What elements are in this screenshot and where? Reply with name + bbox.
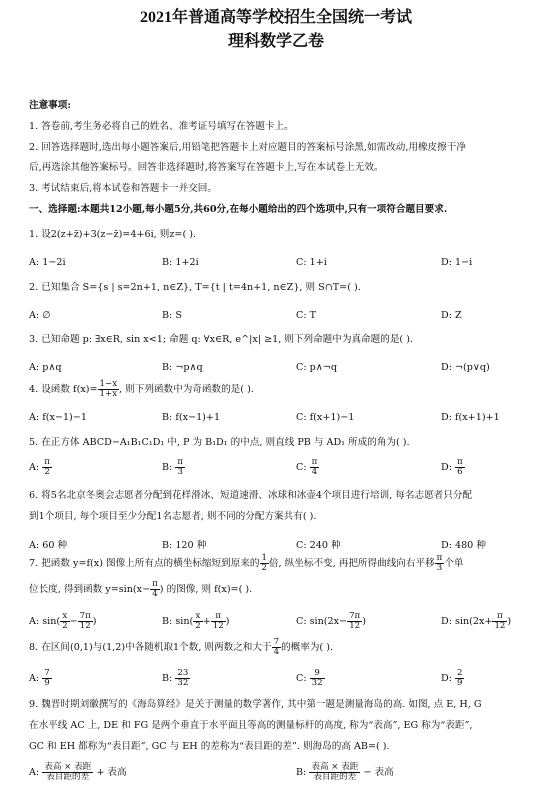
q7-option-d-label: D: sin(2x+ <box>441 616 493 627</box>
q4-stem-prefix: 4. 设函数 f(x)= <box>29 384 98 395</box>
frac-den: 9 <box>44 678 50 688</box>
frac-den: 表目距的差 <box>46 772 90 782</box>
frac-num: π <box>492 612 507 622</box>
frac-num: 7π <box>79 611 91 621</box>
q7-stem2-part-a: 位长度, 得到函数 y=sin(x− <box>29 584 151 595</box>
q7-stem2-part-b: ) 的图像, 则 f(x)=( ). <box>159 584 253 595</box>
frac-num: 7 <box>44 668 50 678</box>
frac-num: π <box>457 457 463 467</box>
notice-item-2-cont: 后,再选涂其他答案标号。回答非选择题时,将答案写在答题卡上,写在本试卷上无效。 <box>29 162 384 173</box>
frac <box>42 669 51 688</box>
question-7-stem <box>29 554 541 574</box>
frac-den: 12 <box>212 621 224 631</box>
q2-option-a: A: ∅ <box>29 310 51 321</box>
q7-stem-part-a: 7. 把函数 y=f(x) 图像上所有点的横坐标缩短到原来的 <box>29 558 260 569</box>
q5-option-d <box>441 458 465 477</box>
q7-option-a: A: sin( $\frac{x}{2}$ − $\frac{7\pi}{12}$ ) <box>29 611 97 631</box>
question-6-stem: 6. 将5名北京冬奥会志愿者分配到花样滑冰、短道速滑、冰球和冰壶4个项目进行培训, 每名志愿者只分配 <box>29 490 473 501</box>
question-8-stem <box>29 638 541 658</box>
q1-option-b: B: 1+2i <box>162 257 199 268</box>
q1-option-a: A: 1−2i <box>29 257 66 268</box>
notice-item-1: 1. 答卷前,考生务必将自己的姓名、准考证号填写在答题卡上。 <box>29 121 294 132</box>
q8-option-d <box>441 669 464 688</box>
frac-num: 9 <box>310 669 325 679</box>
frac-den: 4 <box>311 467 318 477</box>
frac-num: 1 <box>261 553 267 563</box>
q5-option-a <box>29 458 52 477</box>
frac-den: 3 <box>177 467 183 477</box>
q4-option-a: A: f(x−1)−1 <box>29 412 87 423</box>
q1-option-c: C: 1+i <box>296 257 327 268</box>
q3-option-c: C: p∧¬q <box>296 362 337 373</box>
frac <box>309 763 360 782</box>
frac-num: 表高 × 表距 <box>44 762 92 772</box>
question-9-stem-cont-1: 在水平线 AC 上, DE 和 FG 是两个垂直于水平面且等高的测量标杆的高度, 称为“表高”, EG 称为“表距”, <box>29 720 473 731</box>
q8-option-c <box>296 669 325 688</box>
q5-option-b-frac <box>175 458 185 477</box>
q9-option-b-tail: − 表高 <box>363 767 394 778</box>
q1-option-d: D: 1−i <box>441 257 473 268</box>
q7-option-c-label: C: sin(2x− <box>296 616 348 627</box>
q6-option-c: C: 240 种 <box>296 540 341 551</box>
q7-frac-b <box>435 554 445 573</box>
q9-option-a-label: A: <box>29 767 40 778</box>
frac-den: 32 <box>177 678 189 688</box>
frac <box>492 612 507 631</box>
notice-item-2: 2. 回答选择题时,选出每小题答案后,用铅笔把答题卡上对应题目的答案标号涂黑,如需改动,用橡皮擦干净 <box>29 142 466 153</box>
q5-option-a-frac <box>42 458 52 477</box>
frac-den: 12 <box>494 621 506 631</box>
q6-option-a: A: 60 种 <box>29 540 68 551</box>
frac-num: 7 <box>273 637 280 647</box>
frac-den: 2 <box>261 563 267 573</box>
q8-option-a <box>29 669 52 688</box>
frac-den: 2 <box>195 621 201 631</box>
q3-option-a: A: p∧q <box>29 362 62 373</box>
q5-option-c-label: C: <box>296 462 307 473</box>
frac <box>310 669 325 688</box>
section-heading: 一、选择题:本题共12小题,每小题5分,共60分,在每小题给出的四个选项中,只有一项符合题目要求. <box>29 204 448 215</box>
frac-num: x <box>193 612 202 622</box>
frac-num: π <box>152 579 158 589</box>
q7-stem-part-b: 倍, 纵坐标不变, 再把所得曲线向右平移 <box>268 558 435 569</box>
frac-den: 2 <box>62 621 68 631</box>
q6-option-d: D: 480 种 <box>441 540 486 551</box>
q4-option-c: C: f(x+1)−1 <box>296 412 355 423</box>
q2-option-d: D: Z <box>441 310 462 321</box>
q7-frac-a <box>260 554 269 573</box>
q7-stem-part-c: 个单 <box>444 558 464 569</box>
q2-option-b: B: S <box>162 310 182 321</box>
q7-option-a-label: A: sin( <box>29 616 61 627</box>
q8-option-d-label: D: <box>441 673 452 684</box>
frac-den: 4 <box>152 589 158 599</box>
q5-option-a-label: A: <box>29 462 40 473</box>
q5-option-d-frac <box>455 458 465 477</box>
question-7-stem-cont <box>29 580 541 600</box>
frac <box>455 669 464 688</box>
q7-option-b: B: sin( $\frac{x}{2}$ + $\frac{\pi}{12}$ ) <box>162 611 230 631</box>
q9-option-b-label: B: <box>296 767 307 778</box>
q3-option-b: B: ¬p∧q <box>162 362 203 373</box>
frac-num: 2 <box>457 668 463 678</box>
frac-den: 3 <box>436 563 443 573</box>
question-1-stem: 1. 设2(z+z̄)+3(z−z̄)=4+6i, 则z=( ). <box>29 229 197 240</box>
q5-option-d-label: D: <box>441 462 452 473</box>
question-4-stem <box>29 380 541 400</box>
q7-option-b-label: B: sin( <box>162 616 194 627</box>
frac <box>42 763 93 782</box>
frac-den: 6 <box>457 467 463 477</box>
frac-num: π <box>177 457 184 467</box>
frac <box>211 612 226 631</box>
frac-num: π <box>44 457 50 467</box>
question-3-stem: 3. 已知命题 p: ∃x∈R, sin x<1; 命题 q: ∀x∈R, e^|x| ≥1, 则下列命题中为真命题的是( ). <box>29 334 414 345</box>
frac-den: 9 <box>457 678 463 688</box>
q5-option-c-frac <box>310 458 320 477</box>
q8-option-b-label: B: <box>162 673 173 684</box>
question-5-stem: 5. 在正方体 ABCD−A₁B₁C₁D₁ 中, P 为 B₁D₁ 的中点, 则直线 PB 与 AD₁ 所成的角为( ). <box>29 437 410 448</box>
exam-title: 2021年普通高等学校招生全国统一考试 <box>139 9 412 26</box>
minus-sign: − <box>69 616 78 627</box>
q4-fraction <box>98 380 120 399</box>
q3-option-d: D: ¬(p∨q) <box>441 362 490 373</box>
q5-option-c <box>296 458 319 477</box>
q8-option-c-label: C: <box>296 673 307 684</box>
q4-fraction-den: 1+x <box>99 389 118 399</box>
frac-num: 23 <box>177 668 189 678</box>
q8-stem-part-b: 的概率为( ). <box>281 642 334 653</box>
question-6-stem-cont: 到1个项目, 每个项目至少分配1名志愿者, 则不同的分配方案共有( ). <box>29 511 317 522</box>
frac-den: 4 <box>273 647 280 657</box>
q8-stem-part-a: 8. 在区间(0,1)与(1,2)中各随机取1个数, 则两数之和大于 <box>29 642 272 653</box>
frac-num: π <box>311 457 318 467</box>
q9-option-a-tail: + 表高 <box>96 767 127 778</box>
q4-option-d: D: f(x+1)+1 <box>441 412 500 423</box>
q7-frac-c <box>150 580 160 599</box>
q5-option-b <box>162 458 185 477</box>
frac-den: 表目距的差 <box>313 772 357 782</box>
q8-option-b <box>162 669 190 688</box>
frac-den: 12 <box>79 621 91 631</box>
frac <box>60 612 69 631</box>
q7-option-c: C: sin(2x− $\frac{7\pi}{12}$ ) <box>296 611 366 631</box>
frac-num: π <box>436 553 443 563</box>
frac-num: 表高 × 表距 <box>311 762 359 772</box>
q7-option-d: D: sin(2x+ $\frac{\pi}{12}$ ) <box>441 611 512 631</box>
q4-option-b: B: f(x−1)+1 <box>162 412 221 423</box>
q2-option-c: C: T <box>296 310 317 321</box>
frac <box>193 612 202 631</box>
notice-heading: 注意事项: <box>29 100 71 111</box>
plus-sign: + <box>202 616 211 627</box>
q9-option-a <box>29 763 127 782</box>
frac-num: 7π <box>349 611 361 621</box>
question-9-stem-cont-2: GC 和 EH 都称为“表目距”, GC 与 EH 的差称为“表目距的差”. 则海岛的高 AB=( ). <box>29 741 390 752</box>
frac-num: π <box>211 612 226 622</box>
frac-den: 2 <box>44 467 50 477</box>
notice-item-3: 3. 考试结束后,将本试卷和答题卡一并交回。 <box>29 183 217 194</box>
frac <box>78 612 93 631</box>
q8-option-a-label: A: <box>29 673 40 684</box>
exam-subtitle: 理科数学乙卷 <box>227 33 324 50</box>
frac-den: 32 <box>311 678 323 688</box>
frac-num: x <box>60 612 69 622</box>
frac-den: 12 <box>349 621 361 631</box>
q8-frac <box>272 638 281 657</box>
q9-option-b <box>296 763 394 782</box>
q6-option-b: B: 120 种 <box>162 540 207 551</box>
question-2-stem: 2. 已知集合 S={s | s=2n+1, n∈Z}, T={t | t=4n+1, n∈Z}, 则 S∩T=( ). <box>29 282 361 293</box>
q5-option-b-label: B: <box>162 462 173 473</box>
frac <box>347 612 362 631</box>
question-9-stem: 9. 魏晋时期刘徽撰写的《海岛算经》是关于测量的数学著作, 其中第一题是测量海岛的高. 如图, 点 E, H, G <box>29 699 482 710</box>
q4-fraction-num: 1−x <box>99 379 118 389</box>
q4-stem-suffix: , 则下列函数中为奇函数的是( ). <box>119 384 254 395</box>
frac <box>175 669 190 688</box>
